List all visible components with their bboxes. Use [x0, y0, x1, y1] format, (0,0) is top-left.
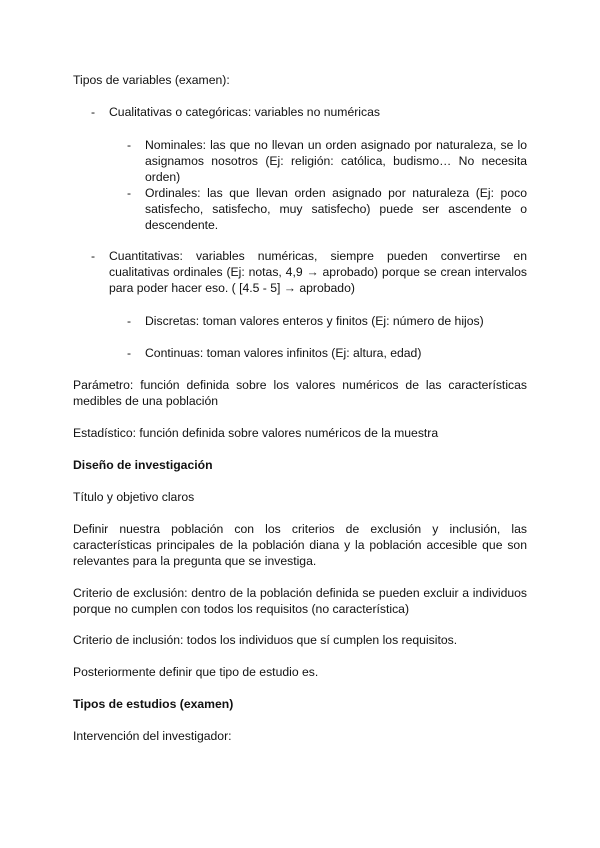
heading-diseno	[73, 457, 527, 473]
paragraph-titulo: Título y objetivo claros	[73, 490, 195, 504]
paragraph-estadistico: Estadístico: función definida sobre valores numéricos de la muestra	[73, 426, 439, 440]
paragraph-intervencion: Intervención del investigador:	[73, 729, 232, 743]
bullet-dash: -	[127, 186, 132, 200]
paragraph-parametro: Parámetro: función definida sobre los valores numéricos de las características medibles de una población	[73, 378, 527, 409]
heading-tipos-estudios-text: Tipos de estudios (examen)	[73, 697, 234, 711]
sub-bullet-discrete: Discretas: toman valores enteros y finitos (Ej: número de hijos)	[145, 314, 484, 328]
bullet-quantitative: Cuantitativas: variables numéricas, siempre pueden convertirse en cualitativas ordinales (Ej: notas, 4,9 → aprobado) porque se crean intervalos para poder hacer eso. ( [4.5 - 5] → aprobado)	[109, 249, 527, 296]
sub-bullet-continuous: Continuas: toman valores infinitos (Ej: altura, edad)	[145, 346, 422, 360]
sub-bullet-nominal: Nominales: las que no llevan un orden asignado por naturaleza, se lo asignamos nosotros (Ej: religión: católica, budismo… No necesita orden)	[145, 138, 527, 185]
heading-diseno-text: Diseño de investigación	[73, 458, 213, 472]
paragraph-criterio-exclusion: Criterio de exclusión: dentro de la población definida se pueden excluir a individuos porque no cumplen con todos los requisitos (no característica)	[73, 586, 527, 617]
bullet-dash: -	[127, 138, 132, 152]
paragraph-criterio-inclusion: Criterio de inclusión: todos los individuos que sí cumplen los requisitos.	[73, 633, 458, 647]
paragraph-posteriormente: Posteriormente definir que tipo de estudio es.	[73, 665, 319, 679]
bullet-dash: -	[91, 105, 96, 119]
bullet-dash: -	[91, 249, 96, 263]
bullet-dash: -	[127, 346, 132, 360]
paragraph-definir-poblacion: Definir nuestra población con los criterios de exclusión y inclusión, las características principales de la población diana y la población accesible que son relevantes para la pregunta que se investiga.	[73, 522, 527, 569]
heading-tipos-estudios	[73, 696, 527, 712]
bullet-qualitative: Cualitativas o categóricas: variables no numéricas	[109, 105, 380, 119]
sub-bullet-ordinal: Ordinales: las que llevan orden asignado por naturaleza (Ej: poco satisfecho, satisfecho, muy satisfecho) puede ser ascendente o descendente.	[145, 186, 527, 233]
bullet-dash: -	[127, 314, 132, 328]
section-intro: Tipos de variables (examen):	[73, 73, 230, 87]
